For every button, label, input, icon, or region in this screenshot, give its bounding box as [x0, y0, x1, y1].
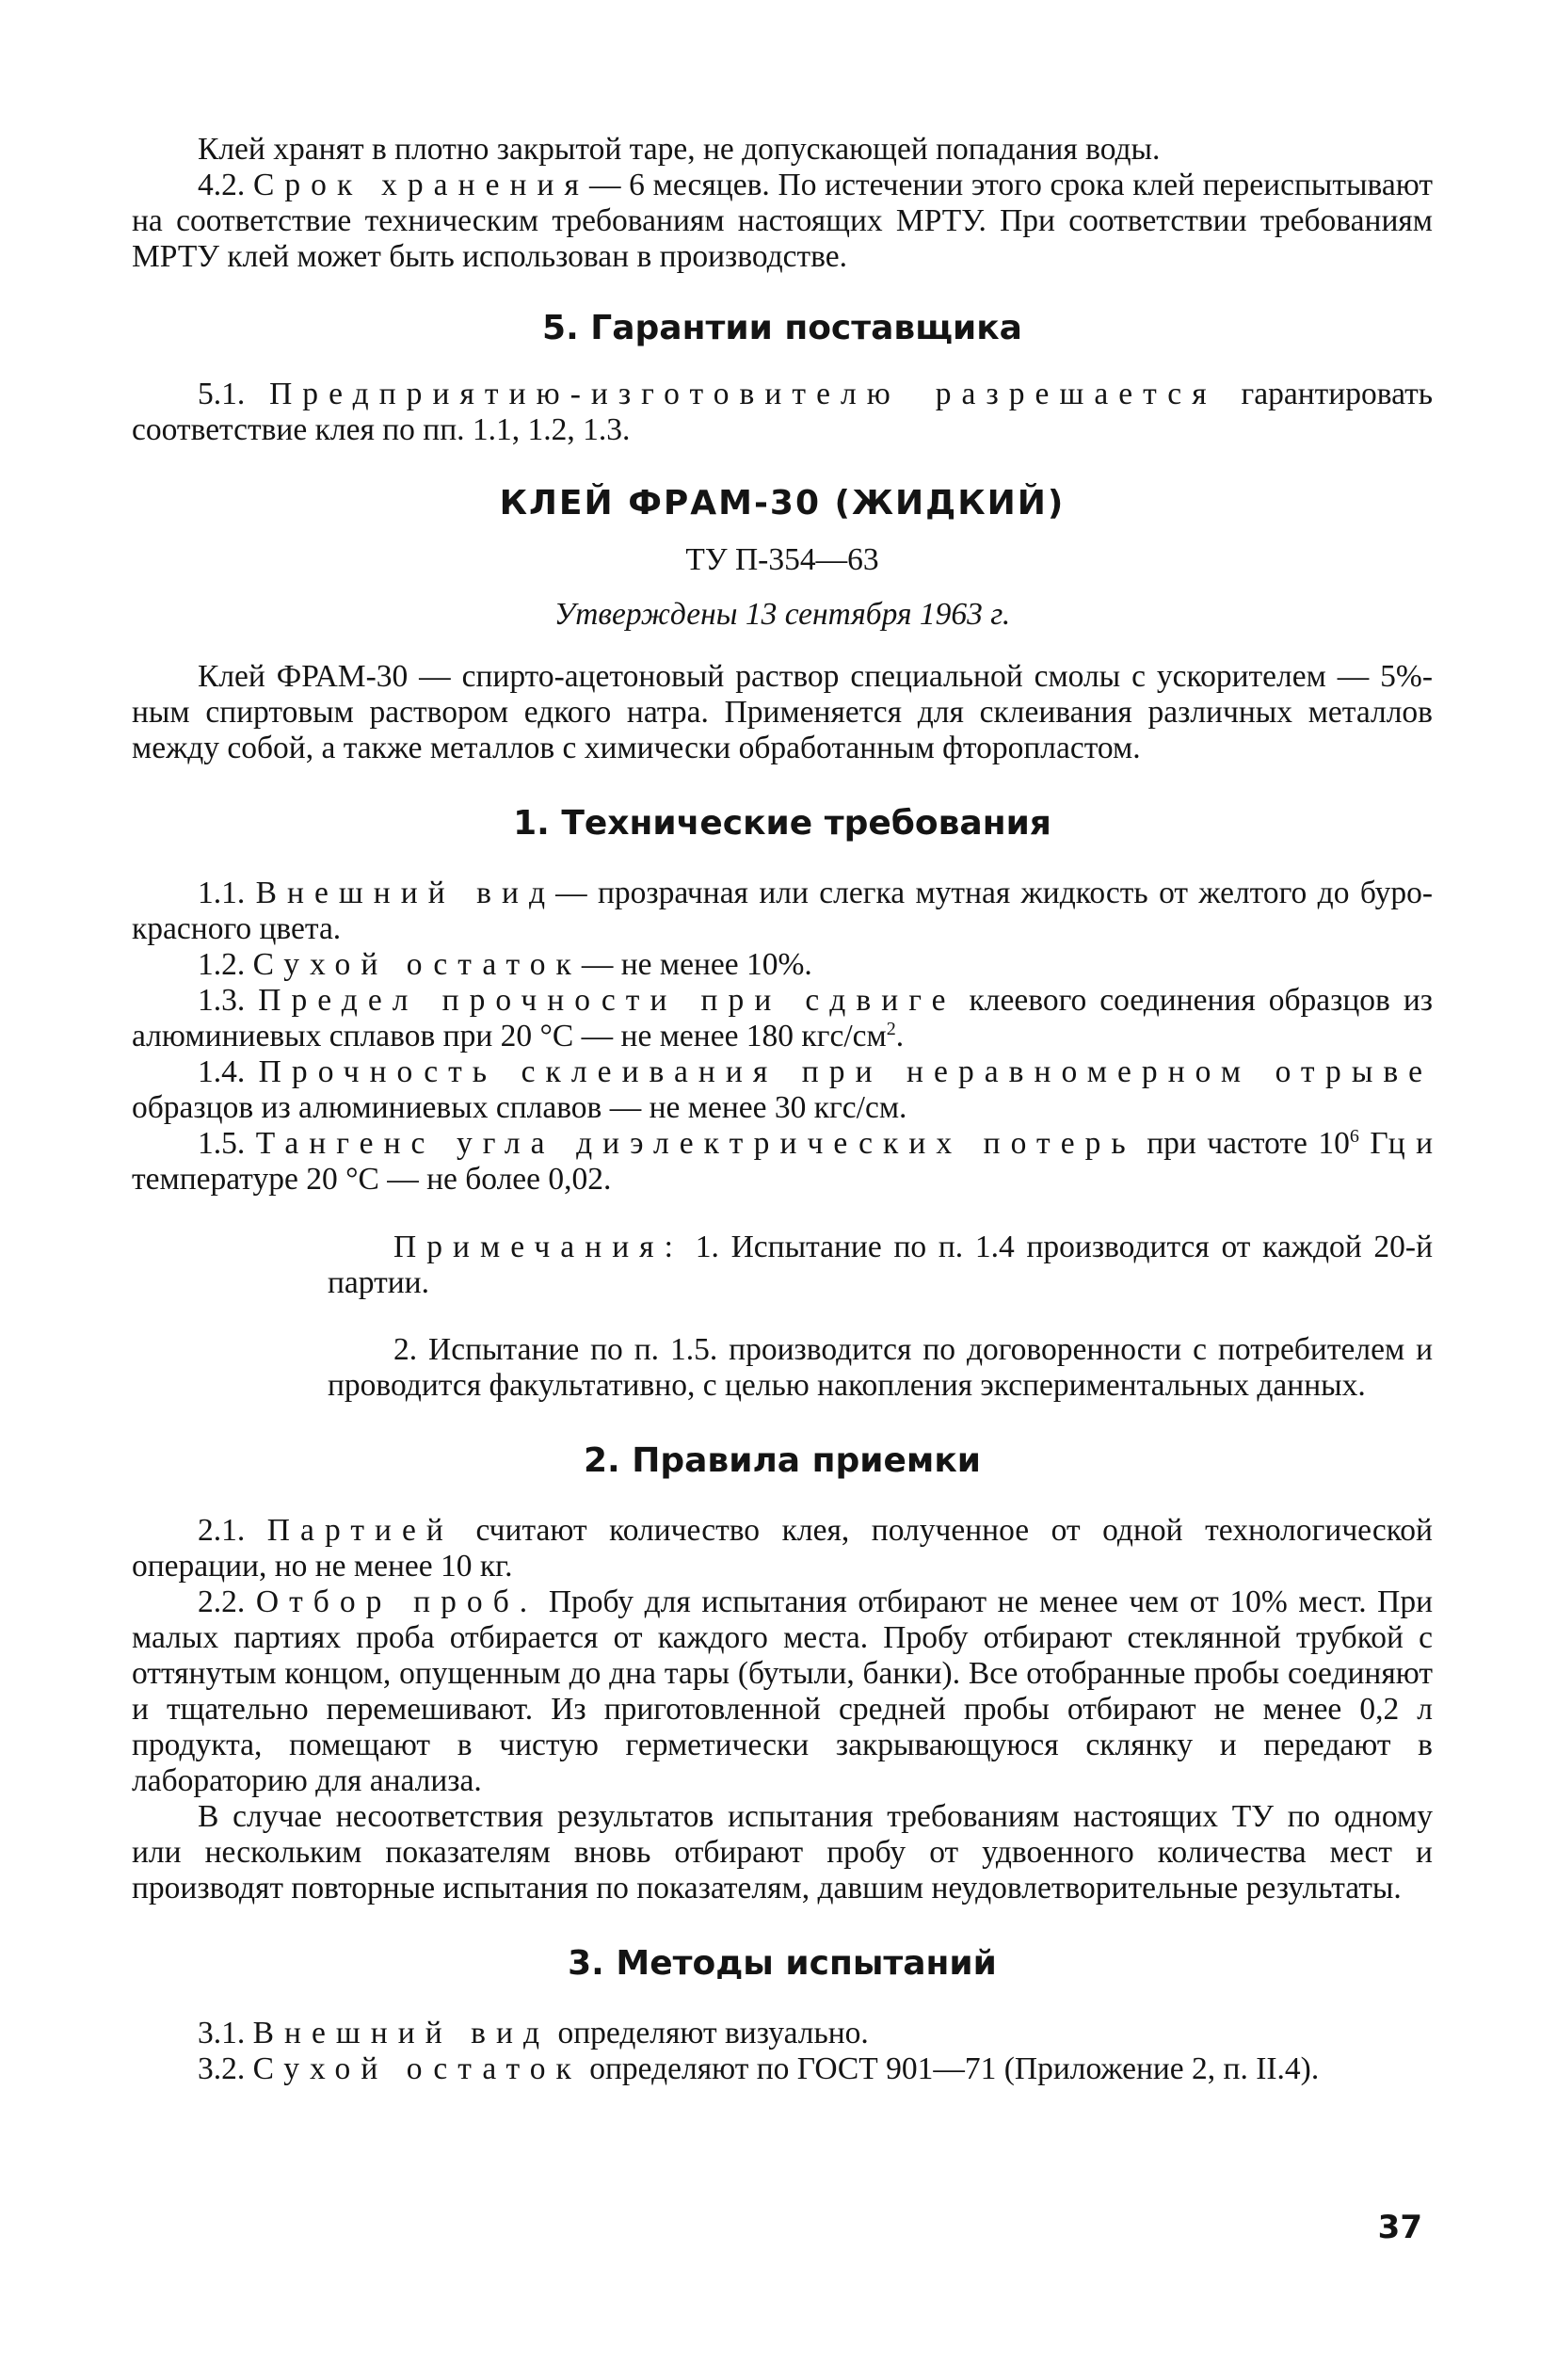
clause-number: 5.1.: [198, 377, 246, 411]
clause-lead: Предел прочности при сдвиге: [258, 983, 956, 1018]
clause-3-1: [132, 2016, 1433, 2051]
clause-3-2: [132, 2051, 1433, 2087]
clause-text: при частоте 10: [1147, 1126, 1350, 1161]
clause-4-2: [132, 168, 1433, 275]
clause-1-1: [132, 876, 1433, 947]
clause-lead: Сухой остаток: [252, 947, 582, 982]
clause-lead: Отбор проб.: [255, 1584, 538, 1619]
note-2: 2. Испытание по п. 1.5. производится по договоренности с потребителем и проводится факультативно, с целью накопления экспериментальных данных.: [328, 1332, 1433, 1403]
clause-text: образцов из алюминиевых сплавов — не менее 30 кгс/см.: [132, 1090, 907, 1125]
clause-number: 1.3.: [198, 983, 246, 1018]
clause-end: Гц и температуре 20 °С — не более 0,02.: [132, 1126, 1434, 1197]
clause-number: 1.4.: [198, 1054, 246, 1089]
clause-text: — не менее 10%.: [581, 947, 812, 982]
clause-lead: Внешний вид: [252, 2016, 551, 2050]
clause-lead: Внешний вид: [255, 876, 556, 910]
section-5-title: 5. Гарантии поставщика: [542, 309, 1022, 347]
clause-text: клеевого соединения образцов из алюминиевых сплавов при 20 °С — не менее 180 кгс/см: [132, 983, 1434, 1053]
clause-number: 2.1.: [198, 1513, 246, 1548]
clause-text: гарантировать соответствие клея по пп. 1.1, 1.2, 1.3.: [132, 377, 1434, 447]
section-1-title: 1. Технические требования: [513, 804, 1051, 843]
clause-lead: Сухой остаток: [252, 2051, 582, 2086]
document-page: [132, 132, 1433, 2087]
superscript: 6: [1349, 1125, 1359, 1147]
clause-number: 1.2.: [198, 947, 246, 982]
intro-text: Клей хранят в плотно закрытой таре, не допускающей попадания воды.: [198, 132, 1161, 167]
approval-date: Утверждены 13 сентября 1963 г.: [553, 597, 1011, 632]
clause-2-2: [132, 1584, 1433, 1799]
clause-lead: Срок хранения: [252, 168, 589, 202]
clause-number: 2.2.: [198, 1584, 246, 1619]
section-3-title: 3. Методы испытаний: [568, 1944, 997, 1983]
clause-lead: Прочность склеивания при неравномерном отрыве: [258, 1054, 1434, 1089]
clause-number: 1.1.: [198, 876, 246, 910]
clause-lead: Партией: [266, 1513, 454, 1548]
clause-text: считают количество клея, полученное от одной технологической операции, но не менее 10 кг.: [132, 1513, 1433, 1584]
note-1: [328, 1230, 1433, 1301]
page-number: 37: [1377, 2209, 1422, 2246]
product-title: КЛЕЙ ФРАМ-30 (ЖИДКИЙ): [499, 484, 1066, 523]
clause-5-1: [132, 377, 1433, 448]
section-2-title: 2. Правила приемки: [583, 1441, 981, 1480]
notes-label: Примечания:: [393, 1229, 683, 1264]
clause-number: 3.2.: [198, 2051, 246, 2086]
clause-text: Пробу для испытания отбирают не менее чем от 10% мест. При малых партиях проба отбирается от каждого места. Пробу отбирают стеклянной трубкой с оттянутым концом, опущенным до дна тары (бутыли, банки). Все отобранные пробы соединяют и тщательно перемешивают. Из приготовленной средней пробы отбирают не менее 0,2 л продукта, помещают в чистую герметически закрывающуюся склянку и передают в лабораторию для анализа.: [132, 1584, 1434, 1798]
clause-lead: Тангенс угла диэлектрических потерь: [255, 1126, 1136, 1161]
clause-text: — 6 месяцев. По истечении этого срока клей переиспытывают на соответствие техническим требованиям настоящих МРТУ. При соответствии требованиям МРТУ клей может быть использован в производстве.: [132, 168, 1434, 274]
clause-1-4: [132, 1054, 1433, 1126]
clause-number: 4.2.: [198, 168, 246, 202]
clause-end: .: [895, 1019, 905, 1053]
clause-lead: Предприятию-изготовителю разрешается: [269, 377, 1217, 411]
clause-text: определяют по ГОСТ 901—71 (Приложение 2, п. II.4).: [589, 2051, 1320, 2086]
clause-2-1: [132, 1513, 1433, 1584]
product-description: Клей ФРАМ-30 — спирто-ацетоновый раствор специальной смолы с ускорителем — 5%-ным спиртовым раствором едкого натра. Применяется для склеивания различных металлов между собой, а также металлов с химически обработанным фторопластом.: [132, 659, 1433, 765]
clause-text: определяют визуально.: [557, 2016, 869, 2050]
clause-1-5: [132, 1126, 1433, 1198]
note-text: 1. Испытание по п. 1.4 производится от каждой 20-й партии.: [328, 1229, 1433, 1300]
superscript: 2: [886, 1018, 896, 1039]
clause-1-3: [132, 983, 1433, 1054]
clause-number: 1.5.: [198, 1126, 246, 1161]
clause-1-2: [132, 947, 1433, 983]
clause-2-2-continued: В случае несоответствия результатов испытания требованиям настоящих ТУ по одному или нескольким показателям вновь отбирают пробу от удвоенного количества мест и производят повторные испытания по показателям, давшим неудовлетворительные результаты.: [132, 1799, 1433, 1906]
clause-text: — прозрачная или слегка мутная жидкость от желтого до буро-красного цвета.: [132, 876, 1433, 946]
tu-number: ТУ П-354—63: [685, 542, 879, 577]
intro-paragraph-storage: [132, 132, 1433, 168]
clause-number: 3.1.: [198, 2016, 246, 2050]
